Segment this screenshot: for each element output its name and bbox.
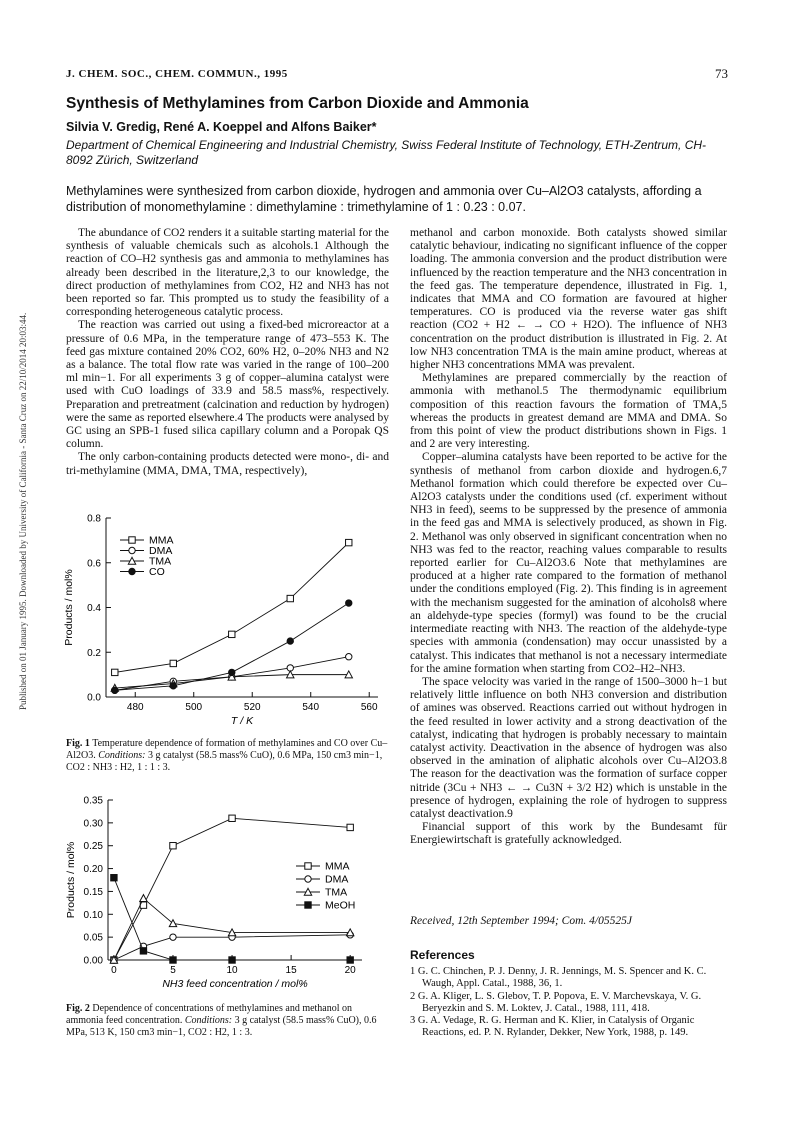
y-tick-label: 0.35	[83, 795, 103, 807]
paragraph: The abundance of CO2 renders it a suitable starting material for the synthesis of valuable chemicals such as alcohols.1 Although the reaction of CO–H2 synthesis gas and ammonia to methylamines has already been described in the literature,2,3 to our knowledge, the direct production of methylamines from CO2, H2 and NH3 has not been reported so far. This prompted us to study the feasibility of a corresponding heterogeneous catalytic process.	[66, 227, 389, 319]
article-title: Synthesis of Methylamines from Carbon Dioxide and Ammonia	[66, 95, 529, 112]
data-point-mma	[170, 843, 176, 849]
reference-item: 2 G. A. Kliger, L. S. Glebov, T. P. Popova, E. V. Marchevskaya, V. G. Beryezkin and S. M. Loktev, J. Catal., 1988, 111, 418.	[410, 990, 702, 1014]
data-point-meoh	[347, 957, 353, 963]
paragraph: methanol and carbon monoxide. Both catalysts showed similar catalytic behaviour, indicating no significant influence of the copper loading. The ammonia conversion and the product distribution were influenced by the reaction temperature and the NH3 concentration in the feed gas. The temperature dependence, illustrated in Fig. 1, indicates that MMA and CO formation are favoured at higher temperatures. CO is produced via the reverse water gas shift reaction (CO2 + H2 ← → CO + H2O). The influence of NH3 concentration on the product distribution is illustrated in Fig. 2. At low NH3 concentration TMA is the main amine product, whereas at higher NH3 concentrations MMA was prevalent.	[410, 227, 727, 372]
x-axis-title: NH3 feed concentration / mol%	[162, 978, 308, 990]
x-tick-label: 520	[243, 702, 261, 713]
caption-conditions-label: Conditions:	[184, 1014, 233, 1026]
y-tick-label: 0.0	[87, 692, 101, 704]
data-point-mma	[112, 669, 118, 675]
watermark-text: Published on 01 January 1995. Downloaded by University of California - Santa Cruz on 22/10/2014 20:03:44.	[18, 312, 28, 710]
paragraph: The only carbon-containing products detected were mono-, di- and tri-methylamine (MMA, DMA, TMA, respectively),	[66, 451, 389, 477]
data-point-dma	[346, 654, 352, 660]
x-tick-label: 5	[170, 965, 176, 976]
figure-2-caption	[66, 1003, 389, 1038]
paragraph: Methylamines are prepared commercially by the reaction of ammonia with methanol.5 The thermodynamic equilibrium composition of this reaction favours the formation of TMA,5 whereas the products in greatest demand are MMA and DMA. So from this point of view the product distributions shown in Figs. 1 and 2 are very interesting.	[410, 372, 727, 451]
legend-marker-meoh	[305, 902, 311, 908]
y-tick-label: 0.15	[83, 886, 103, 898]
left-column-text	[66, 227, 389, 478]
y-tick-label: 0.10	[83, 909, 103, 921]
data-point-co	[112, 687, 118, 693]
received-date: Received, 12th September 1994; Com. 4/05525J	[410, 915, 632, 927]
data-point-meoh	[229, 957, 235, 963]
figure-1-caption	[66, 738, 389, 773]
legend-marker-dma	[129, 547, 135, 553]
x-tick-label: 500	[185, 702, 203, 713]
data-point-dma	[170, 934, 176, 940]
data-point-mma	[229, 815, 235, 821]
reference-item: 1 G. C. Chinchen, P. J. Denny, J. R. Jennings, M. S. Spencer and K. C. Waugh, Appl. Catal., 1988, 36, 1.	[410, 966, 707, 990]
page-number: 73	[715, 66, 728, 81]
references-heading: References	[410, 948, 475, 962]
legend-label: TMA	[325, 886, 348, 899]
legend-label: DMA	[149, 545, 173, 557]
data-point-co	[346, 600, 352, 606]
download-watermark	[6, 150, 28, 710]
caption-conditions: 3 g catalyst (58.5 mass% CuO), 0.6 MPa, 150 cm3 min−1, CO2 : NH3 : H2, 1 : 1 : 3.	[66, 749, 383, 773]
data-point-mma	[170, 660, 176, 666]
paragraph: Copper–alumina catalysts have been reported to be active for the synthesis of methanol from carbon dioxide and hydrogen.6,7 Methanol formation which could therefore be expected over Cu–Al2O3 catalysts under the conditions used (cf. experiment without NH3 in feed), seems to be suppressed by the presence of ammonia in the feed gas and MMA is selectively produced, as shown in Fig. 2. Methanol was only observed in significant concentration when no NH3 was fed to the reactor, reaching values comparable to results reported earlier for Cu–Al2O3.6 Note that methylamines are produced at a higher rate compared to the formation of methanol under the conditions employed (Fig. 2). This finding is in agreement with the mechanism suggested for the amination of alcohols8 where an aldehyde-type species (formyl) was found to be the crucial intermediate reacting with NH3. The reaction of the aldehyde-type species with ammonia (condensation) may occur unassisted by a catalyst. This indicates that methanol is not a necessary intermediate for the amine formation when starting from CO2–H2–NH3.	[410, 451, 727, 675]
data-point-meoh	[170, 957, 176, 963]
legend-label: MMA	[149, 534, 174, 547]
x-axis-title: T / K	[230, 715, 254, 727]
y-tick-label: 0.2	[87, 647, 101, 659]
y-tick-label: 0.25	[83, 841, 103, 853]
x-tick-label: 10	[226, 965, 238, 976]
legend-label: TMA	[149, 555, 172, 568]
data-point-mma	[346, 539, 352, 545]
y-tick-label: 0.6	[87, 558, 101, 570]
data-point-mma	[287, 595, 293, 601]
legend-marker-mma	[305, 863, 311, 869]
reference-item: 3 G. A. Vedage, R. G. Herman and K. Klier, in Catalysis of Organic Reactions, ed. P. N. Rylander, Dekker, New York, 1988, p. 149.	[410, 1015, 695, 1039]
x-tick-label: 480	[126, 702, 144, 713]
legend-label: CO	[149, 566, 165, 578]
x-tick-label: 20	[344, 965, 356, 976]
figure-2-chart	[66, 790, 396, 1000]
caption-text: Temperature dependence of formation of methylamines and CO over Cu–Al2O3.	[66, 738, 388, 761]
series-line-meoh	[114, 878, 350, 960]
data-point-co	[229, 669, 235, 675]
figure-1-chart	[63, 508, 396, 733]
paragraph: The reaction was carried out using a fixed-bed microreactor at a pressure of 0.6 MPa, in the temperature range of 473–553 K. The feed gas mixture contained 20% CO2, 60% H2, 0–20% NH3 and N2 as a balance. The total flow rate was varied in the range of 100–200 ml min−1. For all experiments 3 g of copper–alumina catalyst were used with CuO loadings of 33.9 and 58.5 mass%, respectively. Preparation and pretreatment (calcination and reduction by hydrogen) were the same as reported elsewhere.4 The products were analysed by GC using an SPB-1 fused silica capillary column and a Poropak QS column.	[66, 319, 389, 451]
caption-label: Fig. 2	[66, 1003, 90, 1014]
legend-label: DMA	[325, 873, 349, 886]
data-point-meoh	[111, 875, 117, 881]
y-axis-title: Products / mol%	[65, 841, 77, 919]
x-tick-label: 560	[360, 702, 378, 713]
caption-conditions: 3 g catalyst (58.5 mass% CuO), 0.6 MPa, 513 K, 150 cm3 min−1, CO2 : H2, 1 : 3.	[66, 1014, 377, 1038]
caption-conditions-label: Conditions:	[98, 749, 146, 761]
affiliation: Department of Chemical Engineering and Industrial Chemistry, Swiss Federal Institute of Technology, ETH-Zentrum, CH-8092 Zürich, Switzerland	[66, 138, 707, 167]
right-column-text	[410, 227, 727, 848]
data-point-tma	[140, 895, 147, 902]
paragraph: The space velocity was varied in the range of 1500–3000 h−1 but relatively little influence on both NH3 conversion and distribution of amines was observed. Reactions carried out without hydrogen in the feed resulted in lower activity and a strong deactivation of the catalyst, indicating that hydrogen is probably necessary to maintain catalyst activity. Deactivation in the absence of hydrogen was also observed in the amination of aliphatic alcohols over Cu–Al2O3.8 The reason for the deactivation was the formation of surface copper nitride (3Cu + NH3 ← → Cu3N + 3/2 H2) which is unstable in the presence of hydrogen, explaining the role of hydrogen to suppress catalyst deactivation.9	[410, 675, 727, 820]
y-tick-label: 0.00	[83, 955, 103, 967]
legend-label: MeOH	[325, 899, 356, 912]
legend-label: MMA	[325, 860, 350, 873]
y-tick-label: 0.8	[87, 513, 101, 525]
y-tick-label: 0.4	[87, 603, 101, 614]
data-point-co	[170, 683, 176, 689]
journal-header: J. CHEM. SOC., CHEM. COMMUN., 1995	[66, 68, 288, 80]
legend-marker-dma	[305, 876, 311, 882]
abstract: Methylamines were synthesized from carbon dioxide, hydrogen and ammonia over Cu–Al2O3 catalysts, affording a distribution of monomethylamine : dimethylamine : trimethylamine of 1 : 0.23 : 0.07.	[66, 184, 702, 214]
caption-text: Dependence of concentrations of methylamines and methanol on ammonia feed concentration.	[66, 1003, 353, 1026]
data-point-mma	[229, 631, 235, 637]
y-tick-label: 0.30	[83, 818, 103, 830]
data-point-meoh	[140, 948, 146, 954]
y-axis-title: Products / mol%	[63, 569, 75, 646]
references-list	[410, 966, 727, 1040]
x-tick-label: 15	[285, 965, 297, 976]
legend-marker-co	[129, 568, 135, 574]
x-tick-label: 540	[302, 702, 320, 713]
y-tick-label: 0.20	[83, 864, 103, 876]
caption-label: Fig. 1	[66, 738, 90, 749]
y-tick-label: 0.05	[83, 932, 103, 944]
data-point-co	[287, 638, 293, 644]
data-point-mma	[347, 824, 353, 830]
paragraph: Financial support of this work by the Bundesamt für Energiewirtschaft is gratefully acknowledged.	[410, 821, 727, 847]
authors: Silvia V. Gredig, René A. Koeppel and Alfons Baiker*	[66, 120, 377, 134]
legend-marker-mma	[129, 537, 135, 543]
x-tick-label: 0	[111, 965, 117, 976]
